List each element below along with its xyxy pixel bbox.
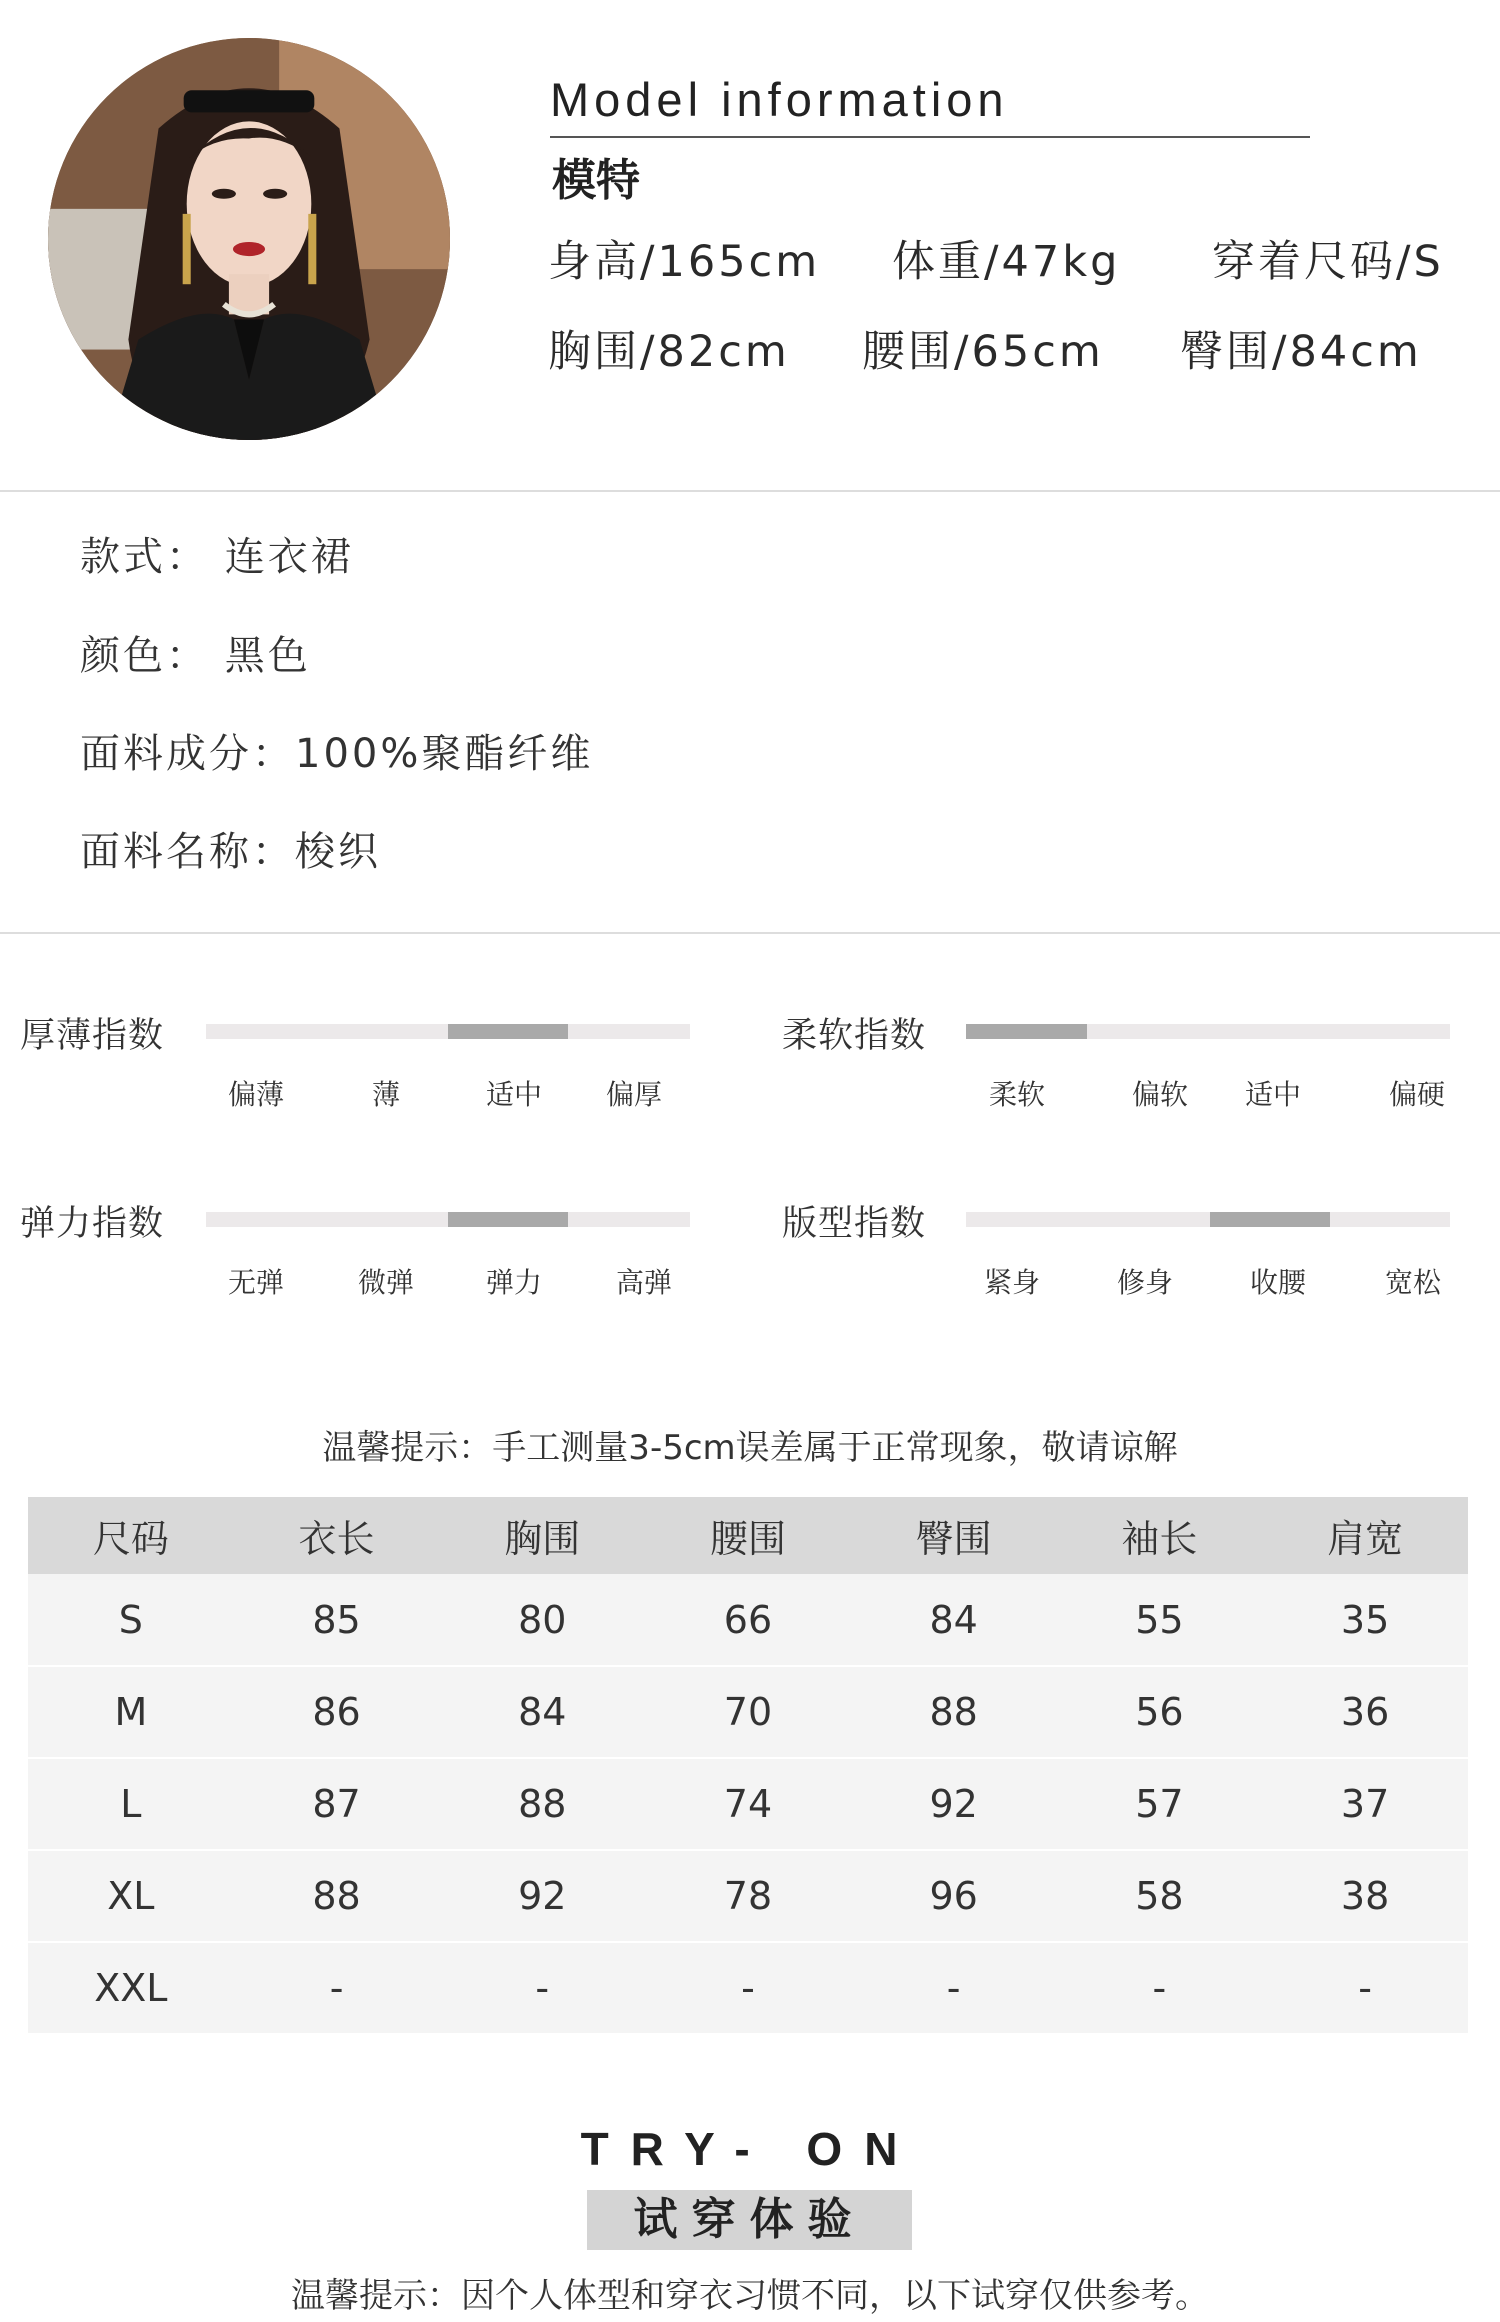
thickness-tick: 薄 [371, 1078, 400, 1111]
thickness-tick: 偏薄 [227, 1078, 284, 1111]
table-cell: 37 [1262, 1758, 1468, 1850]
model-size: 穿着尺码/S [1212, 237, 1444, 287]
table-cell: 74 [645, 1758, 851, 1850]
col-header-bust: 胸围 [439, 1497, 645, 1574]
col-header-sleeve: 袖长 [1057, 1497, 1263, 1574]
table-cell: 85 [234, 1574, 440, 1666]
thickness-tick: 适中 [485, 1078, 542, 1111]
tryon-title-cn: 试穿体验 [633, 2194, 866, 2245]
table-cell: 35 [1262, 1574, 1468, 1666]
softness-tick: 偏硬 [1388, 1078, 1445, 1111]
col-header-size: 尺码 [28, 1497, 234, 1574]
fit-tick: 收腰 [1249, 1266, 1306, 1299]
model-portrait-image [48, 38, 450, 440]
model-hip: 臀围/84cm [1180, 327, 1422, 377]
elasticity-tick: 微弹 [357, 1266, 414, 1299]
fit-level [1210, 1212, 1330, 1227]
table-cell: 84 [851, 1574, 1057, 1666]
model-info-title: Model information [550, 73, 1009, 126]
tryon-title: TRY- ON [580, 2123, 920, 2175]
table-cell: XXL [28, 1942, 234, 2034]
table-row [28, 1666, 1468, 1758]
model-bust: 胸围/82cm [548, 327, 790, 377]
table-cell: 55 [1057, 1574, 1263, 1666]
table-cell: - [645, 1942, 851, 2034]
softness-level [966, 1024, 1087, 1039]
table-cell: 80 [439, 1574, 645, 1666]
model-weight: 体重/47kg [892, 237, 1121, 287]
fit-tick: 宽松 [1384, 1266, 1441, 1299]
table-cell: 88 [851, 1666, 1057, 1758]
table-header-row [28, 1497, 1468, 1574]
model-photo [48, 38, 450, 440]
table-cell: - [234, 1942, 440, 2034]
fit-tick: 修身 [1116, 1266, 1173, 1299]
table-cell: 86 [234, 1666, 440, 1758]
table-cell: - [439, 1942, 645, 2034]
elasticity-index-label: 弹力指数 [20, 1204, 165, 1244]
tryon-notice: 温馨提示：因个人体型和穿衣习惯不同，以下试穿仅供参考。 [291, 2276, 1209, 2316]
table-cell: 66 [645, 1574, 851, 1666]
table-row [28, 1758, 1468, 1850]
thickness-tick: 偏厚 [605, 1078, 662, 1111]
table-cell: 88 [439, 1758, 645, 1850]
elasticity-scale [206, 1212, 690, 1227]
table-cell: L [28, 1758, 234, 1850]
softness-scale [966, 1024, 1450, 1039]
table-cell: XL [28, 1850, 234, 1942]
table-row [28, 1574, 1468, 1666]
elasticity-level [448, 1212, 568, 1227]
softness-tick: 偏软 [1131, 1078, 1188, 1111]
table-cell: 96 [851, 1850, 1057, 1942]
fit-tick: 紧身 [983, 1266, 1040, 1299]
softness-index-label: 柔软指数 [782, 1016, 927, 1056]
table-cell: 38 [1262, 1850, 1468, 1942]
table-cell: M [28, 1666, 234, 1758]
table-cell: 58 [1057, 1850, 1263, 1942]
thickness-index-label: 厚薄指数 [20, 1016, 165, 1056]
thickness-level [448, 1024, 568, 1039]
table-cell: 70 [645, 1666, 851, 1758]
table-cell: 92 [851, 1758, 1057, 1850]
elasticity-tick: 高弹 [615, 1266, 672, 1299]
model-info-title-cn: 模特 [552, 155, 640, 206]
table-cell: 88 [234, 1850, 440, 1942]
fit-scale [966, 1212, 1450, 1227]
measurement-notice: 温馨提示：手工测量3-5cm误差属于正常现象，敬请谅解 [322, 1428, 1178, 1468]
col-header-shoulder: 肩宽 [1262, 1497, 1468, 1574]
table-row [28, 1942, 1468, 2034]
spec-composition: 面料成分：100%聚酯纤维 [80, 731, 594, 777]
section-divider [0, 490, 1500, 492]
table-row [28, 1850, 1468, 1942]
elasticity-tick: 无弹 [227, 1266, 284, 1299]
table-cell: 36 [1262, 1666, 1468, 1758]
col-header-hip: 臀围 [851, 1497, 1057, 1574]
thickness-scale [206, 1024, 690, 1039]
table-cell: - [1057, 1942, 1263, 2034]
section-divider [0, 932, 1500, 934]
softness-tick: 适中 [1244, 1078, 1301, 1111]
table-cell: 87 [234, 1758, 440, 1850]
table-cell: 92 [439, 1850, 645, 1942]
table-cell: 84 [439, 1666, 645, 1758]
model-height: 身高/165cm [548, 237, 821, 287]
elasticity-tick: 弹力 [485, 1266, 542, 1299]
title-underline [550, 136, 1310, 138]
spec-style: 款式： 连衣裙 [80, 534, 354, 580]
fit-index-label: 版型指数 [782, 1204, 927, 1244]
size-table [28, 1497, 1468, 2035]
table-cell: - [851, 1942, 1057, 2034]
table-cell: 57 [1057, 1758, 1263, 1850]
table-cell: 78 [645, 1850, 851, 1942]
col-header-length: 衣长 [234, 1497, 440, 1574]
spec-color: 颜色： 黑色 [80, 633, 311, 679]
table-cell: - [1262, 1942, 1468, 2034]
col-header-waist: 腰围 [645, 1497, 851, 1574]
spec-fabric: 面料名称：梭织 [80, 829, 381, 875]
model-waist: 腰围/65cm [862, 327, 1104, 377]
table-cell: S [28, 1574, 234, 1666]
table-cell: 56 [1057, 1666, 1263, 1758]
softness-tick: 柔软 [988, 1078, 1045, 1111]
